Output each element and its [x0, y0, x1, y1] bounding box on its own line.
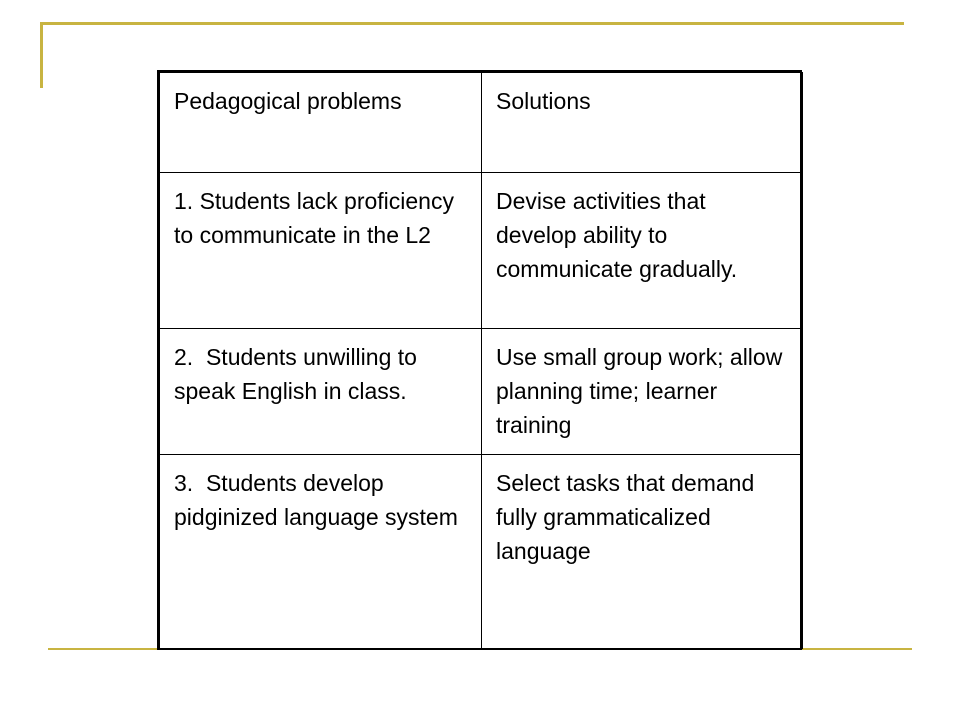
table-row: [160, 455, 803, 649]
solution-cell: Select tasks that demand fully grammaticalized language: [482, 455, 803, 649]
problem-cell: 2. Students unwilling to speak English in class.: [160, 329, 482, 455]
problems-solutions-table: [157, 70, 802, 650]
header-solutions: Solutions: [482, 73, 803, 173]
solution-cell: Devise activities that develop ability to communicate gradually.: [482, 173, 803, 329]
decorative-top-line: [40, 22, 904, 25]
table: [159, 72, 803, 649]
problem-cell: 3. Students develop pidginized language system: [160, 455, 482, 649]
table-row: [160, 173, 803, 329]
decorative-left-line: [40, 22, 43, 88]
table-row: [160, 329, 803, 455]
table-header-row: [160, 73, 803, 173]
header-pedagogical-problems: Pedagogical problems: [160, 73, 482, 173]
solution-cell: Use small group work; allow planning time; learner training: [482, 329, 803, 455]
problem-cell: 1. Students lack proficiency to communicate in the L2: [160, 173, 482, 329]
